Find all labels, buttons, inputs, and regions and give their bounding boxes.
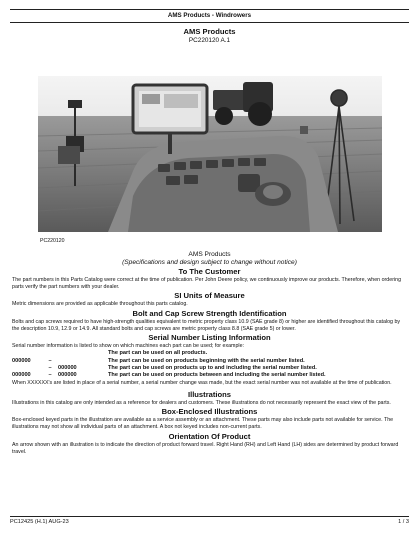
section-text-customer: The part numbers in this Parts Catalog were correct at the time of publication. Per John Deere policy, we continuously improve our products. Therefore, when ordering parts verify the part numbers with your dealer.: [12, 277, 402, 291]
serial-dash: –: [48, 372, 52, 379]
section-text-serial: Serial number information is listed to show on which machines each part can be used; for example:: [12, 343, 245, 350]
serial-description: The part can be used on products up to and including the serial number listed.: [108, 365, 317, 372]
section-text-si-units: Metric dimensions are provided as applicable throughout this parts catalog.: [12, 301, 188, 308]
serial-dash: –: [48, 357, 52, 364]
section-heading-bolt-strength: Bolt and Cap Screw Strength Identification: [132, 308, 287, 318]
serial-description: The part can be used on products between and including the serial number listed.: [108, 372, 326, 379]
serial-end: [58, 350, 88, 357]
serial-row: [12, 365, 407, 372]
page-footer: [10, 516, 409, 528]
image-caption: PC220120: [40, 238, 65, 244]
section-text-orientation: An arrow shown with an illustration is to indicate the direction of product forward travel. Right Hand (RH) and Left Hand (LH) sides are determined by product forward travel.: [12, 441, 399, 455]
section-heading-si-units: SI Units of Measure: [174, 291, 245, 301]
serial-row: [12, 350, 407, 357]
catalog-body: [12, 251, 407, 456]
serial-dash: [42, 350, 58, 357]
serial-dash: –: [48, 365, 52, 372]
serial-end: 000000: [58, 365, 77, 372]
serial-start: 000000: [12, 372, 31, 379]
serial-description: The part can be used on all products.: [108, 350, 208, 357]
footer-doc-id: PC12425 (H.1) AUG-23: [10, 519, 69, 525]
serial-row: [12, 372, 407, 379]
section-text-box-enclosed: Box-enclosed keyed parts in the illustration are available as a service assembly or an attachment. These parts may also include parts not available for service. The illustrations may not show all individual parts of an attachment. A box not keyed includes non-current parts.: [12, 417, 394, 431]
serial-end: 000000: [58, 372, 77, 379]
document-code: PC220120 A.1: [188, 37, 231, 44]
intro-subtitle: (Specifications and design subject to change without notice): [122, 259, 297, 266]
section-text-illustrations: Illustrations in this catalog are only intended as a reference for dealers and customers. These illustrations do not necessarily represent the exact view of the parts.: [12, 400, 391, 407]
section-heading-box-enclosed: Box-Enclosed Illustrations: [161, 407, 258, 417]
intro-title: AMS Products: [188, 251, 231, 258]
serial-note: When XXXXXX's are listed in place of a serial number, a serial number change was made, but the exact serial number was not available at the time of publication.: [12, 379, 392, 386]
section-heading-customer: To The Customer: [178, 267, 241, 276]
serial-start: [12, 365, 42, 372]
section-heading-illustrations: Illustrations: [187, 390, 232, 400]
serial-end: [58, 358, 88, 365]
header-bar-title: AMS Products - Windrowers: [167, 12, 252, 19]
section-text-bolt-strength: Bolts and cap screws required to have high-strength qualities equivalent to metric property class 10.9 (SAE grade 8) or higher are identified throughout this catalog by the description 10.9, 12.9 or 14.9. All standard bolts and cap screws are metric property class 8.8 (SAE grade 5) or lower.: [12, 318, 401, 332]
page-number: 1 / 3: [398, 519, 409, 525]
serial-row: [12, 358, 407, 365]
serial-description: The part can be used on products beginning with the serial number listed.: [108, 357, 305, 364]
product-photo: [38, 76, 382, 232]
document-title: AMS Products: [183, 27, 236, 36]
section-heading-orientation: Orientation Of Product: [168, 431, 251, 441]
section-heading-serial: Serial Number Listing Information: [148, 333, 271, 343]
header-bar: [10, 9, 409, 23]
serial-start: [12, 350, 42, 357]
serial-start: 000000: [12, 357, 31, 364]
